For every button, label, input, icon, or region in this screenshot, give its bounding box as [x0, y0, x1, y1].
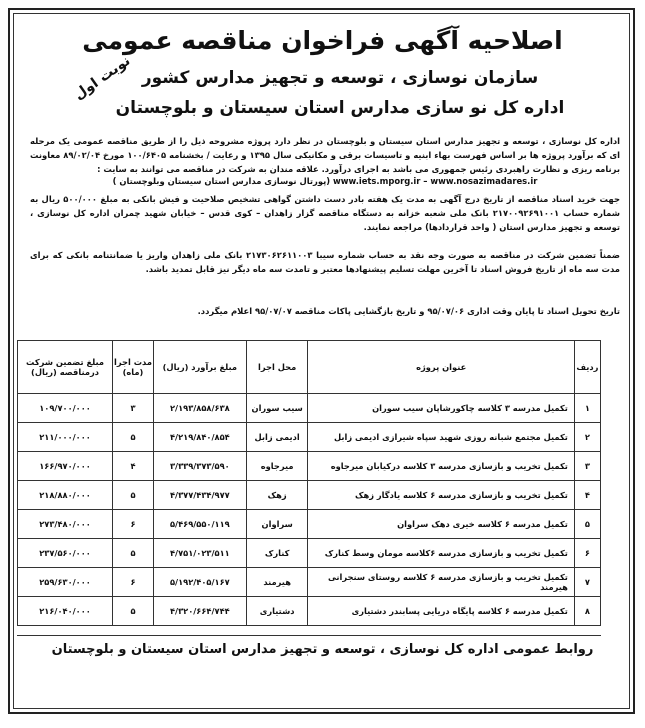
cell-row-number: ۸	[574, 597, 600, 626]
table-row	[18, 452, 601, 481]
cell-guarantee: ۲۱۱/۰۰۰/۰۰۰	[18, 423, 113, 452]
cell-project-title: تکمیل تخریب و بازسازی مدرسه ۶ کلاسه یادگار زهک	[308, 481, 574, 510]
cell-duration: ۶	[113, 510, 154, 539]
cell-row-number: ۷	[574, 568, 600, 597]
cell-guarantee: ۱۶۶/۹۷۰/۰۰۰	[18, 452, 113, 481]
cell-project-title: تکمیل تخریب و بازسازی مدرسه ۶کلاسه مومان وسط کنارک	[308, 539, 574, 568]
cell-location: میرجاوه	[246, 452, 308, 481]
header-project-title: عنوان پروژه	[308, 341, 574, 394]
cell-location: کنارک	[246, 539, 308, 568]
cell-guarantee: ۱۰۹/۷۰۰/۰۰۰	[18, 394, 113, 423]
round-label: نوبت اول	[71, 52, 134, 104]
intro-paragraph: اداره کل نوسازی ، توسعه و تجهیز مدارس استان سیستان و بلوچستان در نظر دارد پروژه مشروحه ذیل را از طریق مناقصه عمومی یک مرحله ای که برآورد پروژه ها بر اساس فهرست بهاء ابنیه و تاسیسات برقی و مکانیکی سال ۱۳۹۵ و رعایت / بخشنامه ۱۰۰/۶۴۰۵ مورخ ۸۹/۰۲/۰۴ معاونت برنامه ریزی و نظارت راهبردی رئیس جمهوری می باشد به اجرای درآورد. علاقه مندان به شرکت در مناقصه می توانند به سایت :	[30, 136, 620, 174]
cell-project-title: تکمیل مدرسه ۳ کلاسه چاکورشاپان سیب سوران	[308, 394, 574, 423]
cell-duration: ۵	[113, 539, 154, 568]
footer-divider	[17, 635, 601, 636]
purchase-paragraph: جهت خرید اسناد مناقصه از تاریخ درج آگهی به مدت یک هفته بادر دست داشتن گواهی تشخیص صلاحیت و فیش بانکی به مبلغ ۵۰۰/۰۰۰ ریال به شماره حساب ۲۱۷۰۰۹۲۶۹۱۰۰۱ بانک ملی شعبه خزانه به دستگاه مناقصه گزار زاهدان – کوی قدس – خیابان شهید چمران اداره کل نوسازی ، توسعه و تجهیز مدارس استان ( واحد قراردادها) مراجعه نمایند.	[30, 194, 620, 232]
cell-row-number: ۵	[574, 510, 600, 539]
cell-duration: ۳	[113, 394, 154, 423]
organization-name: سازمان نوسازی ، توسعه و تجهیز مدارس کشور	[141, 68, 539, 88]
cell-duration: ۵	[113, 597, 154, 626]
table-row	[18, 394, 601, 423]
cell-estimate: ۴/۲۱۹/۸۴۰/۸۵۴	[153, 423, 246, 452]
cell-duration: ۴	[113, 452, 154, 481]
cell-project-title: تکمیل تخریب و بازسازی مدرسه ۶ کلاسه روستای سنجرانی هیرمند	[308, 568, 574, 597]
cell-location: ادیمی زابل	[246, 423, 308, 452]
cell-project-title: تکمیل تخریب و بازسازی مدرسه ۳ کلاسه درکیابان میرجاوه	[308, 452, 574, 481]
cell-location: زهک	[246, 481, 308, 510]
website-line: www.iets.mporg.ir – www.nosazimadares.ir (پورتال نوسازی مدارس استان سیستان وبلوچستان )	[112, 176, 538, 186]
cell-duration: ۵	[113, 481, 154, 510]
header-estimate: مبلغ برآورد (ریال)	[153, 341, 246, 394]
table-row	[18, 510, 601, 539]
cell-row-number: ۳	[574, 452, 600, 481]
guarantee-paragraph: ضمناً تضمین شرکت در مناقصه به صورت وجه نقد به حساب شماره سیبا ۲۱۷۳۰۶۲۶۱۱۰۰۳ بانک ملی زاهدان واریز یا ضمانتنامه بانکی که برای مدت سه ماه از تاریخ فروش اسناد تا آخرین مهلت تسلیم پیشنهادها معتبر و تامدت سه ماه دیگر نیز قابل تمدید باشد.	[30, 250, 620, 274]
cell-guarantee: ۲۳۷/۵۶۰/۰۰۰	[18, 539, 113, 568]
cell-row-number: ۴	[574, 481, 600, 510]
projects-table	[17, 340, 601, 626]
dates-paragraph: تاریخ تحویل اسناد تا پایان وقت اداری ۹۵/۰۷/۰۶ و تاریخ بازگشایی پاکات مناقصه ۹۵/۰۷/۰۷ اعلام میگردد.	[197, 306, 620, 316]
cell-location: سیب سوران	[246, 394, 308, 423]
cell-guarantee: ۲۵۹/۶۳۰/۰۰۰	[18, 568, 113, 597]
cell-guarantee: ۲۱۶/۰۴۰/۰۰۰	[18, 597, 113, 626]
table-header-row	[18, 341, 601, 394]
table-row	[18, 481, 601, 510]
cell-project-title: تکمیل مدرسه ۶ کلاسه پایگاه دریایی پسابندر دشتیاری	[308, 597, 574, 626]
cell-duration: ۶	[113, 568, 154, 597]
cell-location: سراوان	[246, 510, 308, 539]
cell-location: دشتیاری	[246, 597, 308, 626]
header-row-number: ردیف	[574, 341, 600, 394]
cell-row-number: ۱	[574, 394, 600, 423]
cell-estimate: ۵/۱۹۲/۴۰۵/۱۶۷	[153, 568, 246, 597]
cell-estimate: ۴/۳۲۰/۶۶۴/۷۴۴	[153, 597, 246, 626]
table-row	[18, 597, 601, 626]
table-row	[18, 568, 601, 597]
cell-estimate: ۲/۱۹۳/۸۵۸/۶۳۸	[153, 394, 246, 423]
cell-estimate: ۴/۳۷۷/۴۳۴/۹۷۷	[153, 481, 246, 510]
notice-title: اصلاحیه آگهی فراخوان مناقصه عمومی	[82, 26, 563, 55]
table-row	[18, 539, 601, 568]
cell-guarantee: ۲۷۳/۴۸۰/۰۰۰	[18, 510, 113, 539]
cell-location: هیرمند	[246, 568, 308, 597]
cell-estimate: ۳/۳۳۹/۳۷۳/۵۹۰	[153, 452, 246, 481]
cell-duration: ۵	[113, 423, 154, 452]
cell-project-title: تکمیل مدرسه ۶ کلاسه خیری دهک سراوان	[308, 510, 574, 539]
header-duration: مدت اجرا (ماه)	[113, 341, 154, 394]
cell-guarantee: ۲۱۸/۸۸۰/۰۰۰	[18, 481, 113, 510]
cell-row-number: ۲	[574, 423, 600, 452]
header-guarantee: مبلغ تضمین شرکت درمناقصه (ریال)	[18, 341, 113, 394]
header-location: محل اجرا	[246, 341, 308, 394]
cell-project-title: تکمیل مجتمع شبانه روزی شهید سپاه شیرازی ادیمی زابل	[308, 423, 574, 452]
cell-estimate: ۵/۴۶۹/۵۵۰/۱۱۹	[153, 510, 246, 539]
table-row	[18, 423, 601, 452]
department-name: اداره کل نو سازی مدارس استان سیستان و بلوچستان	[115, 98, 565, 118]
cell-row-number: ۶	[574, 539, 600, 568]
cell-estimate: ۴/۷۵۱/۰۲۳/۵۱۱	[153, 539, 246, 568]
footer-credit: روابط عمومی اداره کل نوسازی ، توسعه و تجهیز مدارس استان سیستان و بلوچستان	[51, 642, 594, 657]
